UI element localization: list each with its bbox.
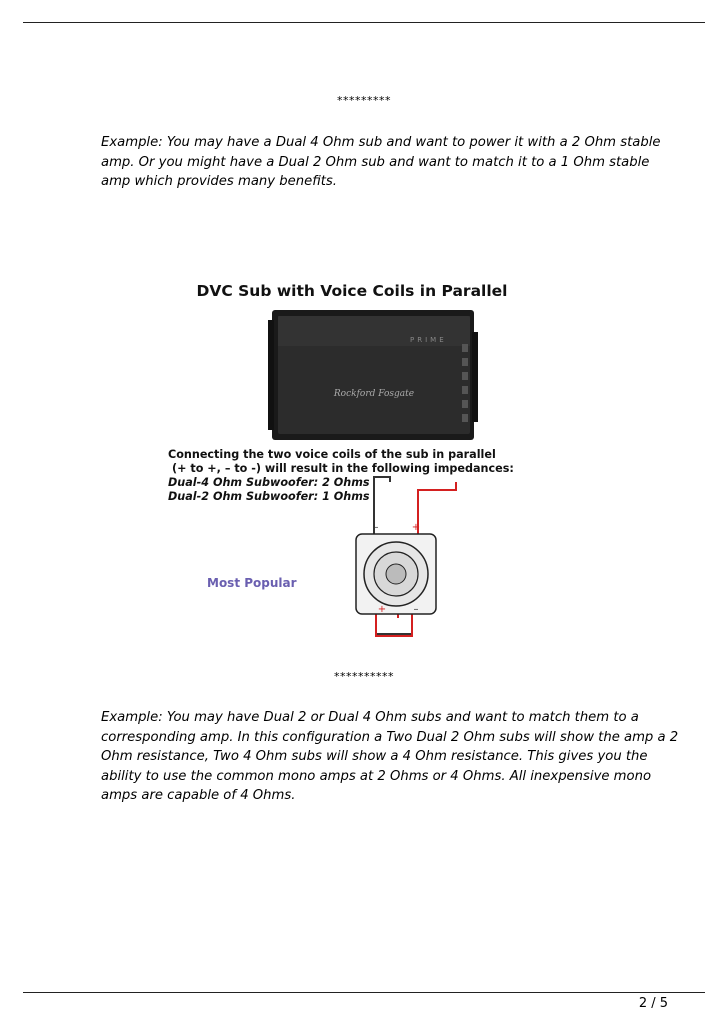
page-number: 2 / 5	[638, 996, 668, 1011]
amp-series-label: PRIME	[410, 336, 447, 344]
amplifier-image	[268, 310, 478, 440]
paragraph-1: Example: You may have a Dual 4 Ohm sub and want to power it with a 2 Ohm stable amp. Or you might have a Dual 2 Ohm sub and want to match it to a 1 Ohm stable amp which provides many benefits.	[101, 135, 661, 189]
bottom-right-minus: –	[413, 604, 419, 615]
dual4-impedance: Dual-4 Ohm Subwoofer: 2 Ohms	[168, 476, 370, 489]
dvc-parallel-figure	[150, 272, 570, 662]
header-rule	[23, 22, 705, 23]
bottom-left-plus: +	[377, 604, 387, 615]
figure-title: DVC Sub with Voice Coils in Parallel	[196, 282, 508, 300]
figure-svg	[150, 272, 570, 662]
top-right-plus: +	[411, 522, 421, 533]
caption-line-2: (+ to +, – to -) will result in the following impedances:	[172, 462, 514, 475]
subwoofer-image	[356, 534, 436, 614]
separator-middle: **********	[334, 670, 394, 683]
paragraph-2: Example: You may have Dual 2 or Dual 4 Ohm subs and want to match them to a corresponding amp. In this configuration a Two Dual 2 Ohm subs will show the amp a 2 Ohm resistance, Two 4 Ohm subs will show a 4 Ohm resistance. This gives you the ability to use the common mono amps at 2 Ohms or 4 Ohms. All inexpensive mono amps are capable of 4 Ohms.	[101, 710, 679, 803]
most-popular-label: Most Popular	[207, 576, 297, 590]
dual2-impedance: Dual-2 Ohm Subwoofer: 1 Ohms	[168, 490, 370, 503]
top-left-minus: –	[373, 522, 379, 533]
amp-brand-label: Rockford Fosgate	[333, 389, 415, 399]
footer-rule	[23, 992, 705, 993]
caption-line-1: Connecting the two voice coils of the sub in parallel	[168, 448, 496, 461]
separator-top: *********	[337, 94, 391, 107]
